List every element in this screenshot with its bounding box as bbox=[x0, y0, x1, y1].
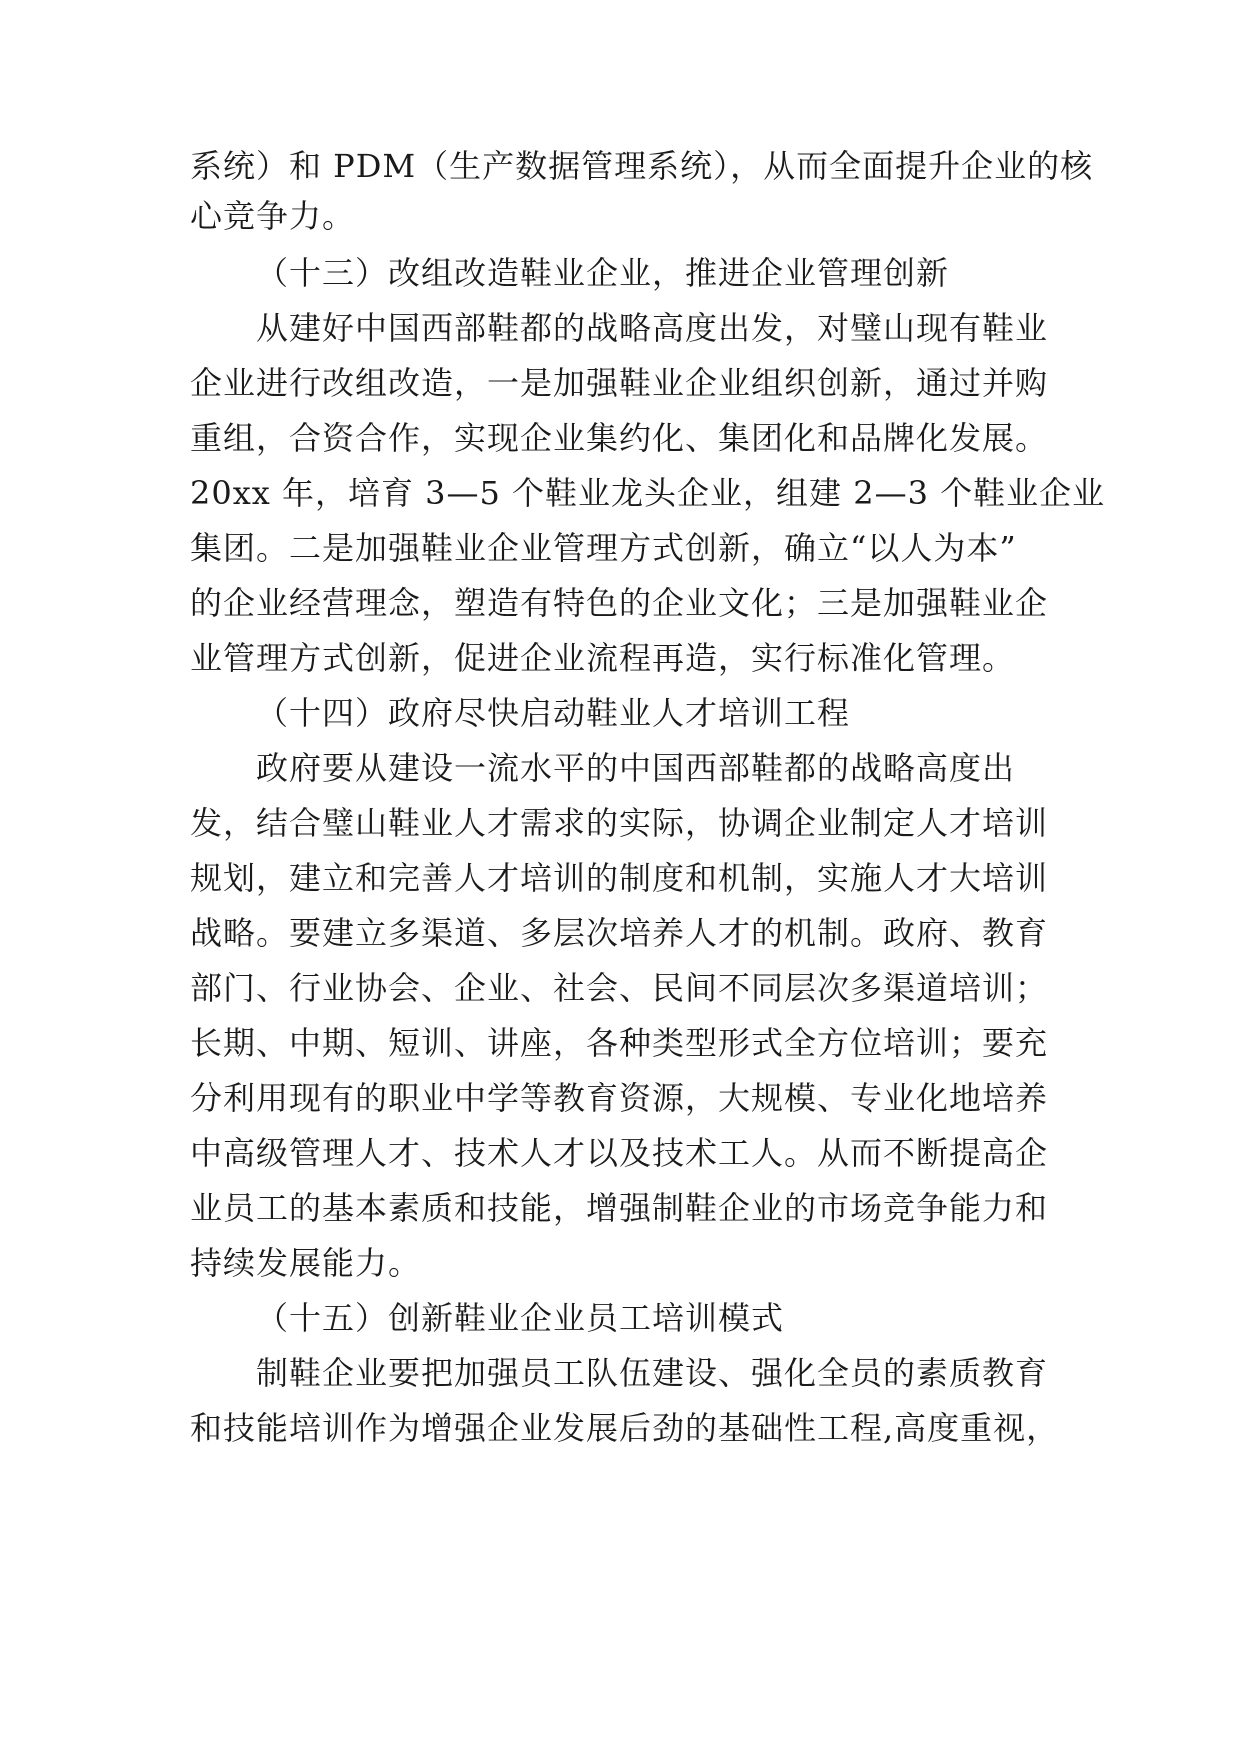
section-heading-13: （十三）改组改造鞋业企业，推进企业管理创新 bbox=[256, 254, 950, 292]
body-text-line: 系统）和 PDM（生产数据管理系统），从而全面提升企业的核 bbox=[190, 147, 1094, 185]
body-text-line: 的企业经营理念，塑造有特色的企业文化；三是加强鞋业企 bbox=[190, 584, 1049, 622]
body-text-line: 发，结合璧山鞋业人才需求的实际，协调企业制定人才培训 bbox=[190, 804, 1049, 842]
section-heading-15: （十五）创新鞋业企业员工培训模式 bbox=[256, 1299, 785, 1337]
body-text-line: 政府要从建设一流水平的中国西部鞋都的战略高度出 bbox=[256, 749, 1016, 787]
body-text-line: 业管理方式创新，促进企业流程再造，实行标准化管理。 bbox=[190, 639, 1016, 677]
body-text-line: 20xx 年，培育 3—5 个鞋业龙头企业，组建 2—3 个鞋业企业 bbox=[190, 474, 1106, 512]
body-text-line: 从建好中国西部鞋都的战略高度出发，对璧山现有鞋业 bbox=[256, 309, 1049, 347]
body-text-line: 心竞争力。 bbox=[190, 197, 356, 235]
body-text-line: 部门、行业协会、企业、社会、民间不同层次多渠道培训； bbox=[190, 969, 1049, 1007]
body-text-line: 规划，建立和完善人才培训的制度和机制，实施人才大培训 bbox=[190, 859, 1049, 897]
body-text-line: 分利用现有的职业中学等教育资源，大规模、专业化地培养 bbox=[190, 1079, 1049, 1117]
body-text-line: 集团。二是加强鞋业企业管理方式创新，确立“以人为本” bbox=[190, 529, 1017, 567]
body-text-line: 制鞋企业要把加强员工队伍建设、强化全员的素质教育 bbox=[256, 1354, 1049, 1392]
body-text-line: 长期、中期、短训、讲座，各种类型形式全方位培训；要充 bbox=[190, 1024, 1049, 1062]
body-text-line: 中高级管理人才、技术人才以及技术工人。从而不断提高企 bbox=[190, 1134, 1049, 1172]
body-text-line: 和技能培训作为增强企业发展后劲的基础性工程,高度重视， bbox=[190, 1409, 1060, 1447]
section-heading-14: （十四）政府尽快启动鞋业人才培训工程 bbox=[256, 694, 851, 732]
body-text-line: 重组，合资合作，实现企业集约化、集团化和品牌化发展。 bbox=[190, 419, 1049, 457]
body-text-line: 企业进行改组改造，一是加强鞋业企业组织创新，通过并购 bbox=[190, 364, 1049, 402]
body-text-line: 持续发展能力。 bbox=[190, 1244, 422, 1282]
body-text-line: 业员工的基本素质和技能，增强制鞋企业的市场竞争能力和 bbox=[190, 1189, 1049, 1227]
body-text-line: 战略。要建立多渠道、多层次培养人才的机制。政府、教育 bbox=[190, 914, 1049, 952]
